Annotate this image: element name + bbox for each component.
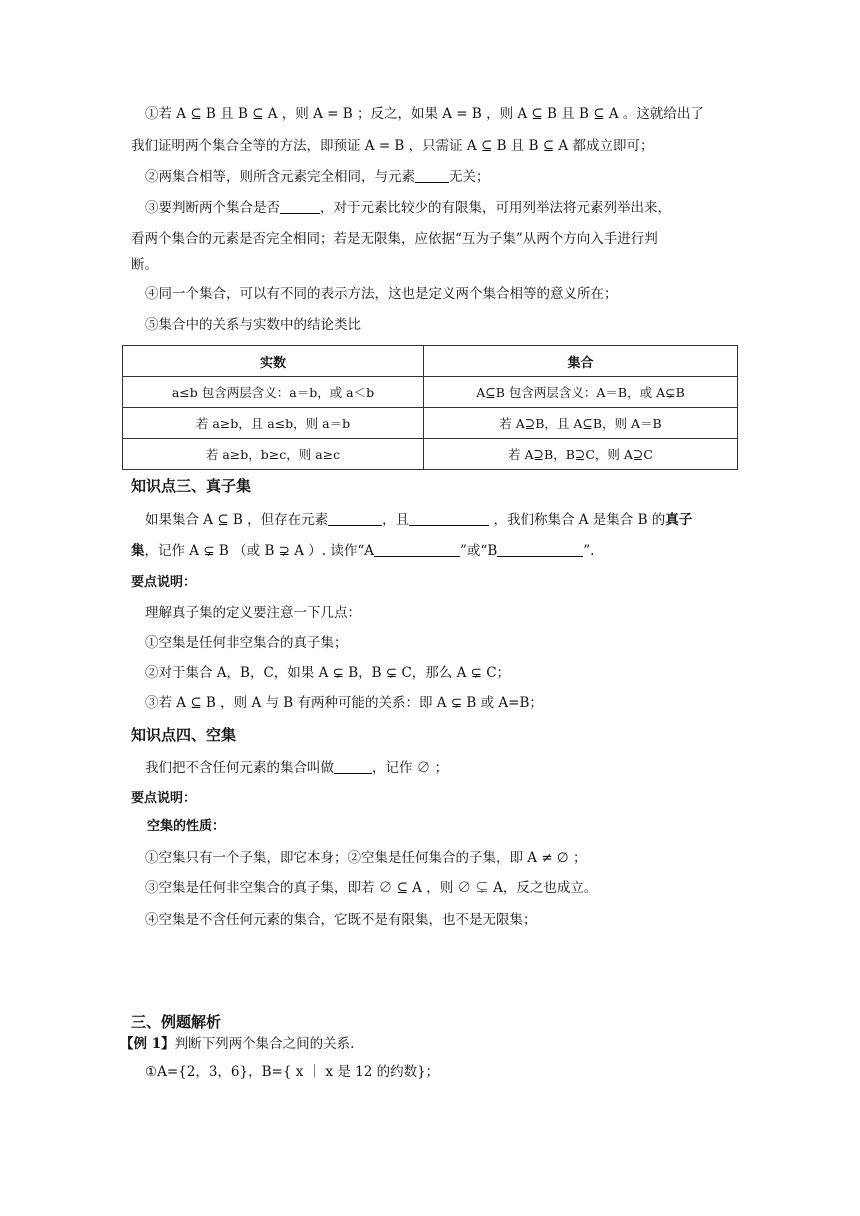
fill-blank <box>409 511 489 526</box>
text-fragment: ，记作 A ⊊ B （或 B ⊋ A ）. 读作“A <box>144 543 375 559</box>
table-cell: 若 A⊇B，且 A⊆B，则 A＝B <box>424 408 738 439</box>
text-line-7: ④同一个集合，可以有不同的表示方法，这也是定义两个集合相等的意义所在； <box>145 286 618 302</box>
bold-term: 真子 <box>665 512 693 528</box>
fill-blank <box>415 168 449 183</box>
text-fragment: 如果集合 A ⊆ B ，但存在元素 <box>145 512 329 528</box>
kp3-note-3: ③若 A ⊆ B ，则 A 与 B 有两种可能的关系：即 A ⊊ B 或 A=B； <box>145 695 543 711</box>
example-label: 【例 1】 <box>120 1036 175 1052</box>
text-fragment: ，记作 ∅ ； <box>372 760 449 776</box>
example-1-prompt <box>120 1034 354 1054</box>
text-fragment: ，对于元素比较少的有限集，可用列举法将元素列举出来， <box>320 200 671 216</box>
table-cell: 若 A⊇B，B⊇C，则 A⊇C <box>424 439 738 470</box>
text-line-2: 我们证明两个集合全等的方法，即预证 A = B ，只需证 A ⊆ B 且 B ⊆ A 都成立即可； <box>131 138 654 154</box>
kp4-prop-1: ①空集只有一个子集，即它本身；②空集是任何集合的子集，即 A ≠ ∅ ； <box>145 850 587 866</box>
fill-blank <box>328 511 382 526</box>
text-fragment: ”或“B <box>460 543 498 559</box>
text-line-4 <box>145 198 671 218</box>
kp3-line-1 <box>145 510 692 530</box>
table-cell: 若 a≥b，且 a≤b，则 a＝b <box>123 408 424 439</box>
fill-blank <box>334 759 372 774</box>
fill-blank <box>497 542 583 557</box>
text-line-5: 看两个集合的元素是否完全相同；若是无限集，应依据“互为子集”从两个方向入手进行判 <box>131 231 658 247</box>
fill-blank <box>374 542 460 557</box>
table-cell: A⊆B 包含两层含义：A＝B，或 A⊊B <box>424 377 738 408</box>
kp3-note-1: ①空集是任何非空集合的真子集； <box>145 635 348 651</box>
text-fragment: 我们把不含任何元素的集合叫做 <box>145 760 334 776</box>
kp3-line-2 <box>131 541 594 561</box>
text-fragment: ②两集合相等，则所含元素完全相同，与元素 <box>145 169 415 185</box>
text-fragment: ③要判断两个集合是否 <box>145 200 280 216</box>
example-1-item-1: ①A={2，3，6}，B={ x ｜ x 是 12 的约数}； <box>145 1064 440 1080</box>
text-line-6: 断。 <box>131 257 158 273</box>
text-fragment: 无关； <box>449 169 490 185</box>
section-heading-examples: 三、例题解析 <box>131 1013 222 1031</box>
kp3-note-2: ②对于集合 A，B，C，如果 A ⊊ B，B ⊊ C，那么 A ⊊ C； <box>145 665 511 681</box>
section-heading-kp4: 知识点四、空集 <box>131 726 237 744</box>
text-line-1: ①若 A ⊆ B 且 B ⊆ A ，则 A = B ；反之，如果 A = B ，则 A ⊆ B 且 B ⊆ A 。这就给出了 <box>145 106 704 122</box>
kp4-prop-3: ④空集是不含任何元素的集合，它既不是有限集，也不是无限集； <box>145 912 537 928</box>
bold-term: 集 <box>131 543 145 559</box>
table-header-row <box>123 346 738 377</box>
text-fragment: ，我们称集合 A 是集合 B 的 <box>493 512 666 528</box>
table-header: 实数 <box>123 346 424 377</box>
kp4-line-1 <box>145 758 448 778</box>
table-row <box>123 377 738 408</box>
fill-blank <box>280 199 320 214</box>
kp3-note-0: 理解真子集的定义要注意一下几点： <box>145 605 361 621</box>
table-row <box>123 408 738 439</box>
notes-heading: 要点说明： <box>131 575 197 590</box>
kp4-prop-2: ③空集是任何非空集合的真子集，即若 ∅ ⊆ A ，则 ∅ ⊊ A，反之也成立。 <box>145 880 598 896</box>
comparison-table <box>122 345 738 470</box>
table-header: 集合 <box>424 346 738 377</box>
text-fragment: ，且 <box>382 512 410 528</box>
table-row <box>123 439 738 470</box>
table-cell: a≤b 包含两层含义：a＝b，或 a＜b <box>123 377 424 408</box>
text-line-3 <box>145 167 490 187</box>
text-fragment: 判断下列两个集合之间的关系. <box>174 1036 355 1052</box>
notes-heading: 要点说明： <box>131 791 197 806</box>
props-heading: 空集的性质： <box>147 819 226 834</box>
text-line-8: ⑤集合中的关系与实数中的结论类比 <box>145 317 361 333</box>
section-heading-kp3: 知识点三、真子集 <box>131 477 252 495</box>
table-cell: 若 a≥b，b≥c，则 a≥c <box>123 439 424 470</box>
text-fragment: ”. <box>583 543 595 559</box>
